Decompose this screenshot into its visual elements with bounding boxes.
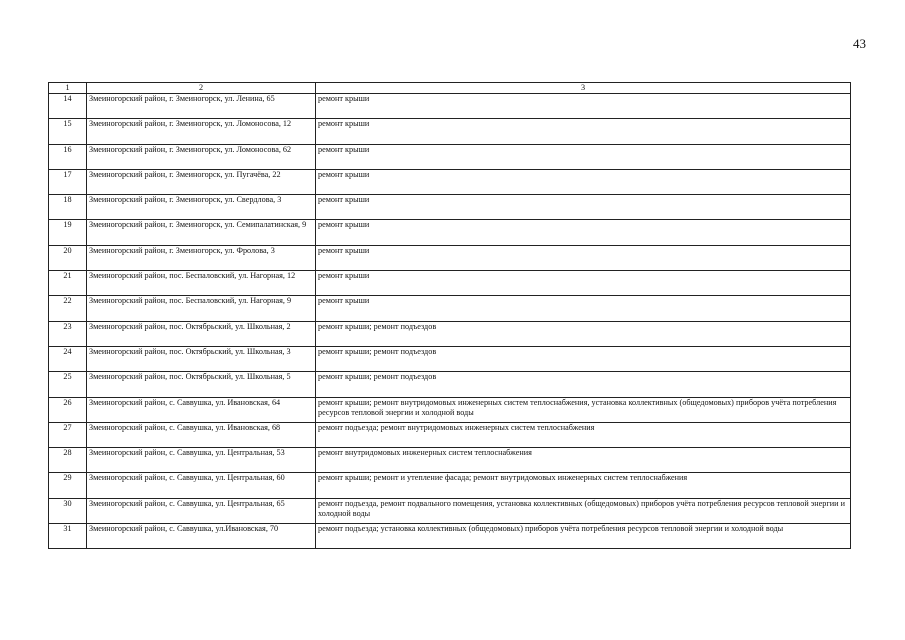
row-works: ремонт подъезда; установка коллективных (общедомовых) приборов учёта потребления ресурсов тепловой энергии и холодной воды [316,524,851,549]
row-address: Змеиногорский район, пос. Октябрьский, ул. Школьная, 3 [87,346,316,371]
row-number: 23 [49,321,87,346]
row-works: ремонт крыши; ремонт подъездов [316,372,851,397]
table-row [49,144,851,169]
row-works: ремонт крыши [316,144,851,169]
table-row [49,169,851,194]
row-number: 30 [49,498,87,523]
row-works: ремонт крыши [316,296,851,321]
works-table [48,82,851,549]
row-works: ремонт внутридомовых инженерных систем теплоснабжения [316,448,851,473]
row-address: Змеиногорский район, с. Саввушка, ул. Ивановская, 68 [87,422,316,447]
table-row [49,448,851,473]
table-row [49,119,851,144]
row-number: 21 [49,271,87,296]
row-works: ремонт крыши [316,94,851,119]
row-address: Змеиногорский район, г. Змеиногорск, ул. Свердлова, 3 [87,195,316,220]
row-number: 25 [49,372,87,397]
row-number: 26 [49,397,87,422]
row-works: ремонт крыши [316,195,851,220]
row-address: Змеиногорский район, пос. Беспаловский, ул. Нагорная, 12 [87,271,316,296]
row-number: 19 [49,220,87,245]
table-row [49,346,851,371]
row-number: 16 [49,144,87,169]
row-address: Змеиногорский район, г. Змеиногорск, ул. Фролова, 3 [87,245,316,270]
table-row [49,271,851,296]
row-works: ремонт крыши; ремонт подъездов [316,321,851,346]
row-address: Змеиногорский район, с. Саввушка, ул. Центральная, 53 [87,448,316,473]
row-address: Змеиногорский район, пос. Октябрьский, ул. Школьная, 2 [87,321,316,346]
table-row [49,498,851,523]
row-number: 31 [49,524,87,549]
header-col-number: 1 [49,83,87,94]
table-row [49,94,851,119]
row-address: Змеиногорский район, с. Саввушка, ул. Ивановская, 64 [87,397,316,422]
row-number: 15 [49,119,87,144]
row-address: Змеиногорский район, г. Змеиногорск, ул. Ломоносова, 62 [87,144,316,169]
row-works: ремонт крыши; ремонт подъездов [316,346,851,371]
row-number: 22 [49,296,87,321]
row-works: ремонт крыши [316,245,851,270]
row-works: ремонт крыши [316,119,851,144]
row-works: ремонт крыши; ремонт и утепление фасада; ремонт внутридомовых инженерных систем теплоснабжения [316,473,851,498]
page-number: 43 [853,36,866,51]
row-address: Змеиногорский район, г. Змеиногорск, ул. Ленина, 65 [87,94,316,119]
table-row [49,524,851,549]
row-number: 17 [49,169,87,194]
row-number: 18 [49,195,87,220]
row-works: ремонт крыши; ремонт внутридомовых инженерных систем теплоснабжения, установка коллективных (общедомовых) приборов учёта потребления ресурсов тепловой энергии и холодной воды [316,397,851,422]
row-works: ремонт подъезда, ремонт подвального помещения, установка коллективных (общедомовых) приборов учёта потребления ресурсов тепловой энергии и холодной воды [316,498,851,523]
row-works: ремонт крыши [316,271,851,296]
row-number: 28 [49,448,87,473]
table-row [49,473,851,498]
row-number: 24 [49,346,87,371]
row-address: Змеиногорский район, пос. Беспаловский, ул. Нагорная, 9 [87,296,316,321]
header-col-address: 2 [87,83,316,94]
row-number: 27 [49,422,87,447]
table-row [49,220,851,245]
table-row [49,296,851,321]
row-address: Змеиногорский район, с. Саввушка, ул.Ивановская, 70 [87,524,316,549]
table-row [49,397,851,422]
table-row [49,245,851,270]
table-row [49,422,851,447]
row-number: 14 [49,94,87,119]
row-number: 20 [49,245,87,270]
row-number: 29 [49,473,87,498]
table-row [49,195,851,220]
header-col-works: 3 [316,83,851,94]
row-address: Змеиногорский район, пос. Октябрьский, ул. Школьная, 5 [87,372,316,397]
header-row [49,83,851,94]
table-row [49,372,851,397]
row-address: Змеиногорский район, с. Саввушка, ул. Центральная, 60 [87,473,316,498]
row-address: Змеиногорский район, г. Змеиногорск, ул. Ломоносова, 12 [87,119,316,144]
row-address: Змеиногорский район, г. Змеиногорск, ул. Семипалатинская, 9 [87,220,316,245]
row-works: ремонт крыши [316,220,851,245]
row-address: Змеиногорский район, г. Змеиногорск, ул. Пугачёва, 22 [87,169,316,194]
table-row [49,321,851,346]
row-address: Змеиногорский район, с. Саввушка, ул. Центральная, 65 [87,498,316,523]
row-works: ремонт подъезда; ремонт внутридомовых инженерных систем теплоснабжения [316,422,851,447]
row-works: ремонт крыши [316,169,851,194]
